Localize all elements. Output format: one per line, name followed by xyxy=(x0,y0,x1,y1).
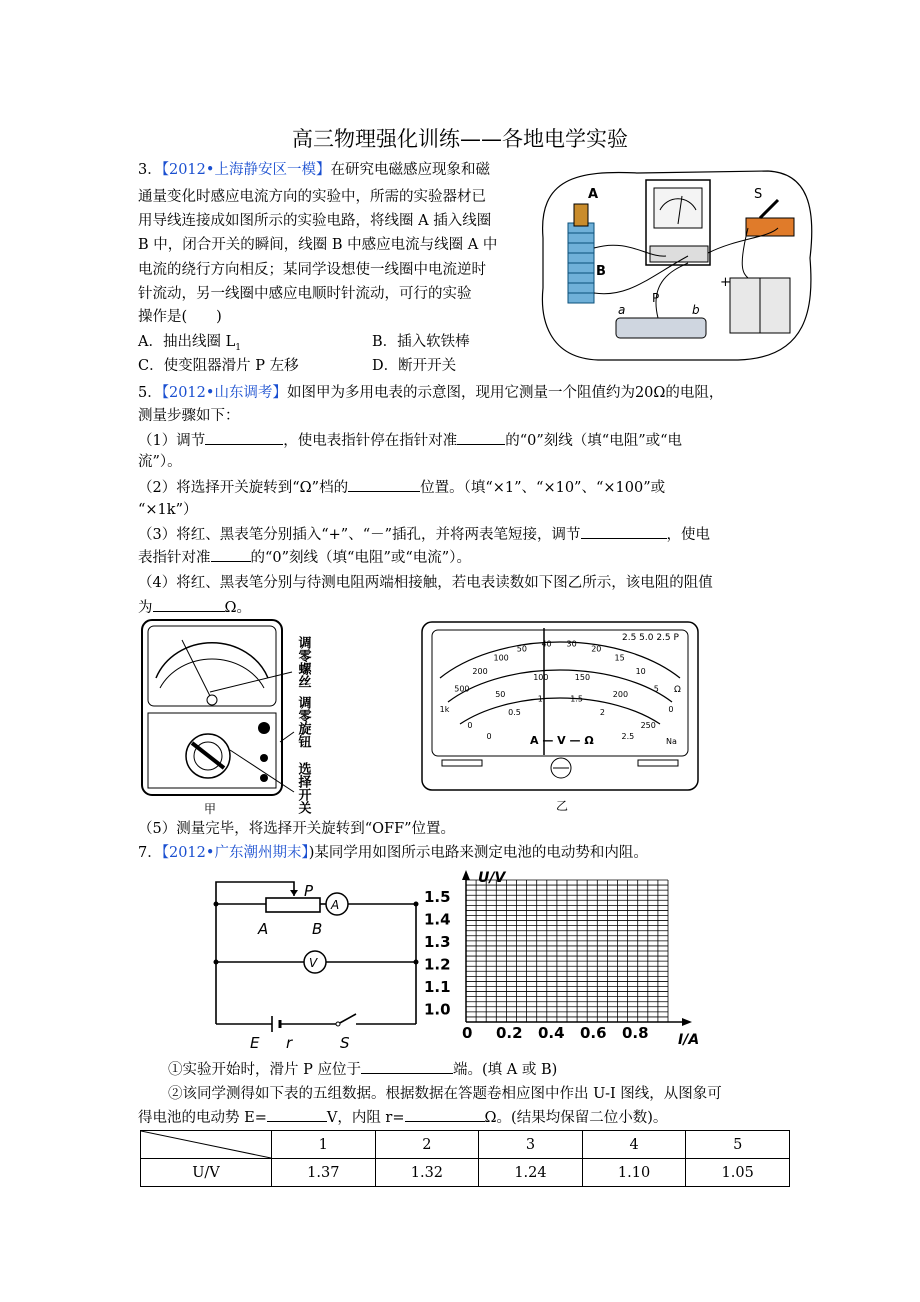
q3-option-b: B．插入软铁棒 xyxy=(372,334,470,350)
yi-scale-label: 0 xyxy=(668,705,674,714)
multimeter-yi xyxy=(418,620,704,820)
yi-scale-label: 100 xyxy=(533,673,549,683)
q7-circuit xyxy=(206,874,424,1054)
q5-step-3-cont: 表指针对准 的“0”刻线（填“电阻”或“电流”）。 xyxy=(138,546,471,569)
x-tick-label: 0.6 xyxy=(580,1024,607,1042)
svg-text:P: P xyxy=(652,291,660,305)
q5-step-2-cont: “×1k”） xyxy=(138,502,198,518)
q5-source: 【2012•山东调考】 xyxy=(161,385,287,401)
svg-text:2.5 5.0 2.5 P: 2.5 5.0 2.5 P xyxy=(622,633,679,643)
yi-scale-label: 200 xyxy=(612,690,629,700)
y-tick-label: 1.1 xyxy=(424,978,451,996)
x-axis-label: I/A xyxy=(678,1032,700,1048)
svg-text:Na: Na xyxy=(666,737,677,746)
q7-line-1: 7．【2012•广东潮州期末】)某同学用如图所示电路来测定电池的电动势和内阻。 xyxy=(138,845,648,861)
yi-scale-label: 10 xyxy=(635,667,646,677)
yi-scale-label: 5 xyxy=(653,684,659,694)
q3-option-d: D．断开开关 xyxy=(372,358,457,374)
table-row-label: U/V xyxy=(141,1159,272,1187)
caption-jia: 甲 xyxy=(204,802,217,816)
x-tick-label: 0.8 xyxy=(622,1024,649,1042)
q3-line-5: 电流的绕行方向相反；某同学设想使一线圈中电流逆时 xyxy=(138,262,486,278)
q5-step-3: （3）将红、黑表笔分别插入“+”、“－”插孔，并将两表笔短接，调节 ，使电 xyxy=(138,523,710,546)
q3-line-4: B 中，闭合开关的瞬间，线圈 B 中感应电流与线圈 A 中 xyxy=(138,237,498,253)
table-cell: 1.05 xyxy=(686,1159,790,1187)
table-header: 5 xyxy=(686,1131,790,1159)
svg-text:A: A xyxy=(588,187,599,202)
y-tick-label: 1.4 xyxy=(424,910,451,929)
x-tick-label: 0.2 xyxy=(496,1024,523,1042)
yi-scale-label: 0 xyxy=(486,732,492,741)
table-header: 3 xyxy=(479,1131,583,1159)
answer-blank[interactable] xyxy=(581,523,667,539)
answer-blank[interactable] xyxy=(457,429,505,445)
yi-scale-label: 2 xyxy=(599,707,605,717)
yi-scale-label: 500 xyxy=(454,684,470,694)
table-cell: 1.37 xyxy=(272,1159,376,1187)
answer-blank[interactable] xyxy=(267,1106,327,1122)
q3-line-3: 用导线连接成如图所示的实验电路，将线圈 A 插入线圈 xyxy=(138,213,492,229)
q3-circuit-figure xyxy=(538,168,818,364)
q5-step-1-cont: 流”）。 xyxy=(138,454,182,470)
svg-text:Ω: Ω xyxy=(674,685,681,695)
yi-scale-label: 250 xyxy=(640,721,656,730)
yi-scale-label: 2.5 xyxy=(621,732,635,741)
x-tick-label: 0 xyxy=(462,1024,473,1042)
x-tick-label: 0.4 xyxy=(538,1024,565,1042)
answer-blank[interactable] xyxy=(348,476,420,492)
q5-step-5: （5）测量完毕，将选择开关旋转到“OFF”位置。 xyxy=(138,821,456,837)
svg-text:E: E xyxy=(250,1034,260,1052)
q3-line-7: 操作是( ) xyxy=(138,309,222,325)
svg-text:V: V xyxy=(309,956,318,970)
q5-step-2: （2）将选择开关旋转到“Ω”档的 位置。（填“×1”、“×10”、“×100”或 xyxy=(138,476,665,499)
table-row xyxy=(141,1159,790,1187)
svg-text:S: S xyxy=(340,1034,350,1052)
q7-sub-1: ①实验开始时，滑片 P 应位于 端。(填 A 或 B) xyxy=(168,1058,557,1081)
q5-line-2: 测量步骤如下： xyxy=(138,408,240,424)
answer-blank[interactable] xyxy=(211,546,251,562)
yi-scale-label: 50 xyxy=(516,644,527,654)
q5-step-1: （1）调节 ，使电表指针停在指针对准 的“0”刻线（填“电阻”或“电 xyxy=(138,429,682,452)
yi-scale-label: 100 xyxy=(493,653,509,663)
yi-scale-label: 15 xyxy=(614,653,625,663)
svg-text:b: b xyxy=(692,303,700,317)
yi-scale-label: 0.5 xyxy=(508,707,521,717)
table-cell: 1.10 xyxy=(582,1159,686,1187)
q3-source: 【2012•上海静安区一模】 xyxy=(161,162,331,178)
table-header: 1 xyxy=(272,1131,376,1159)
y-tick-label: 1.0 xyxy=(424,1000,451,1019)
answer-blank[interactable] xyxy=(205,429,283,445)
q5-step-4-cont: 为 Ω。 xyxy=(138,596,251,619)
table-corner-cell xyxy=(141,1131,272,1159)
table-header-row xyxy=(141,1131,790,1159)
y-tick-label: 1.5 xyxy=(424,888,451,906)
q3-line-2: 通量变化时感应电流方向的实验中，所需的实验器材已 xyxy=(138,189,486,205)
table-cell: 1.24 xyxy=(479,1159,583,1187)
yi-scale-label: 1 xyxy=(537,694,543,704)
q3-line-1: 3．【2012•上海静安区一模】在研究电磁感应现象和磁 xyxy=(138,162,490,178)
table-cell: 1.32 xyxy=(375,1159,479,1187)
caption-yi: 乙 xyxy=(556,799,569,813)
svg-text:A — V — Ω: A — V — Ω xyxy=(530,734,594,747)
answer-blank[interactable] xyxy=(153,596,225,612)
table-header: 4 xyxy=(582,1131,686,1159)
svg-text:a: a xyxy=(618,303,626,317)
yi-scale-label: 200 xyxy=(472,667,488,677)
svg-text:调零旋钮: 调零旋钮 xyxy=(295,696,311,748)
table-header: 2 xyxy=(375,1131,479,1159)
y-tick-label: 1.2 xyxy=(424,955,451,974)
rheostat xyxy=(616,318,706,338)
svg-text:调零螺丝: 调零螺丝 xyxy=(295,636,311,688)
svg-text:A: A xyxy=(331,898,340,912)
yi-scale-label: 1k xyxy=(439,705,450,714)
yi-scale-label: 20 xyxy=(591,644,602,654)
jia-labels xyxy=(200,632,320,842)
q5-step-4: （4）将红、黑表笔分别与待测电阻两端相接触，若电表读数如下图乙所示，该电阻的阻值 xyxy=(138,575,713,591)
svg-text:S: S xyxy=(754,187,763,202)
q3-line-6: 针流动，另一线圈中感应电顺时针流动，可行的实验 xyxy=(138,286,472,302)
yi-scale-label: 30 xyxy=(566,639,577,649)
svg-text:r: r xyxy=(286,1034,293,1052)
q3-option-a: A．抽出线圈 $L_1$ xyxy=(138,334,241,353)
coil-a xyxy=(574,204,588,226)
q7-sub-2: ②该同学测得如下表的五组数据。根据数据在答题卷相应图中作出 U-I 图线，从图象可 xyxy=(168,1086,722,1102)
yi-scale-label: 40 xyxy=(541,639,552,649)
answer-blank[interactable] xyxy=(361,1058,453,1074)
yi-scale-label: 0 xyxy=(467,721,473,730)
page-title: 高三物理强化训练——各地电学实验 xyxy=(292,127,628,151)
q7-data-table xyxy=(140,1130,790,1187)
svg-text:B: B xyxy=(596,264,606,279)
svg-text:A: A xyxy=(258,920,269,938)
q3-option-c: C．使变阻器滑片 P 左移 xyxy=(138,358,299,374)
q7-sub-2-cont: 得电池的电动势 E= V，内阻 r= Ω。(结果均保留二位小数)。 xyxy=(138,1106,667,1129)
svg-text:+: + xyxy=(720,275,731,290)
svg-text:B: B xyxy=(312,920,323,938)
svg-text:选择开关: 选择开关 xyxy=(295,762,311,814)
answer-blank[interactable] xyxy=(405,1106,485,1122)
y-tick-label: 1.3 xyxy=(424,933,451,951)
y-axis-label: U/V xyxy=(478,870,506,886)
yi-scale-label: 50 xyxy=(495,690,506,700)
yi-scale-label: 1.5 xyxy=(570,694,583,704)
svg-text:P: P xyxy=(304,882,314,900)
q5-line-1: 5．【2012•山东调考】如图甲为多用电表的示意图，现用它测量一个阻值约为20Ω的电阻， xyxy=(138,385,724,401)
q7-source: 【2012•广东潮州期末】 xyxy=(161,845,309,861)
q7-ui-graph xyxy=(422,866,718,1048)
yi-scale-label: 150 xyxy=(574,673,591,683)
